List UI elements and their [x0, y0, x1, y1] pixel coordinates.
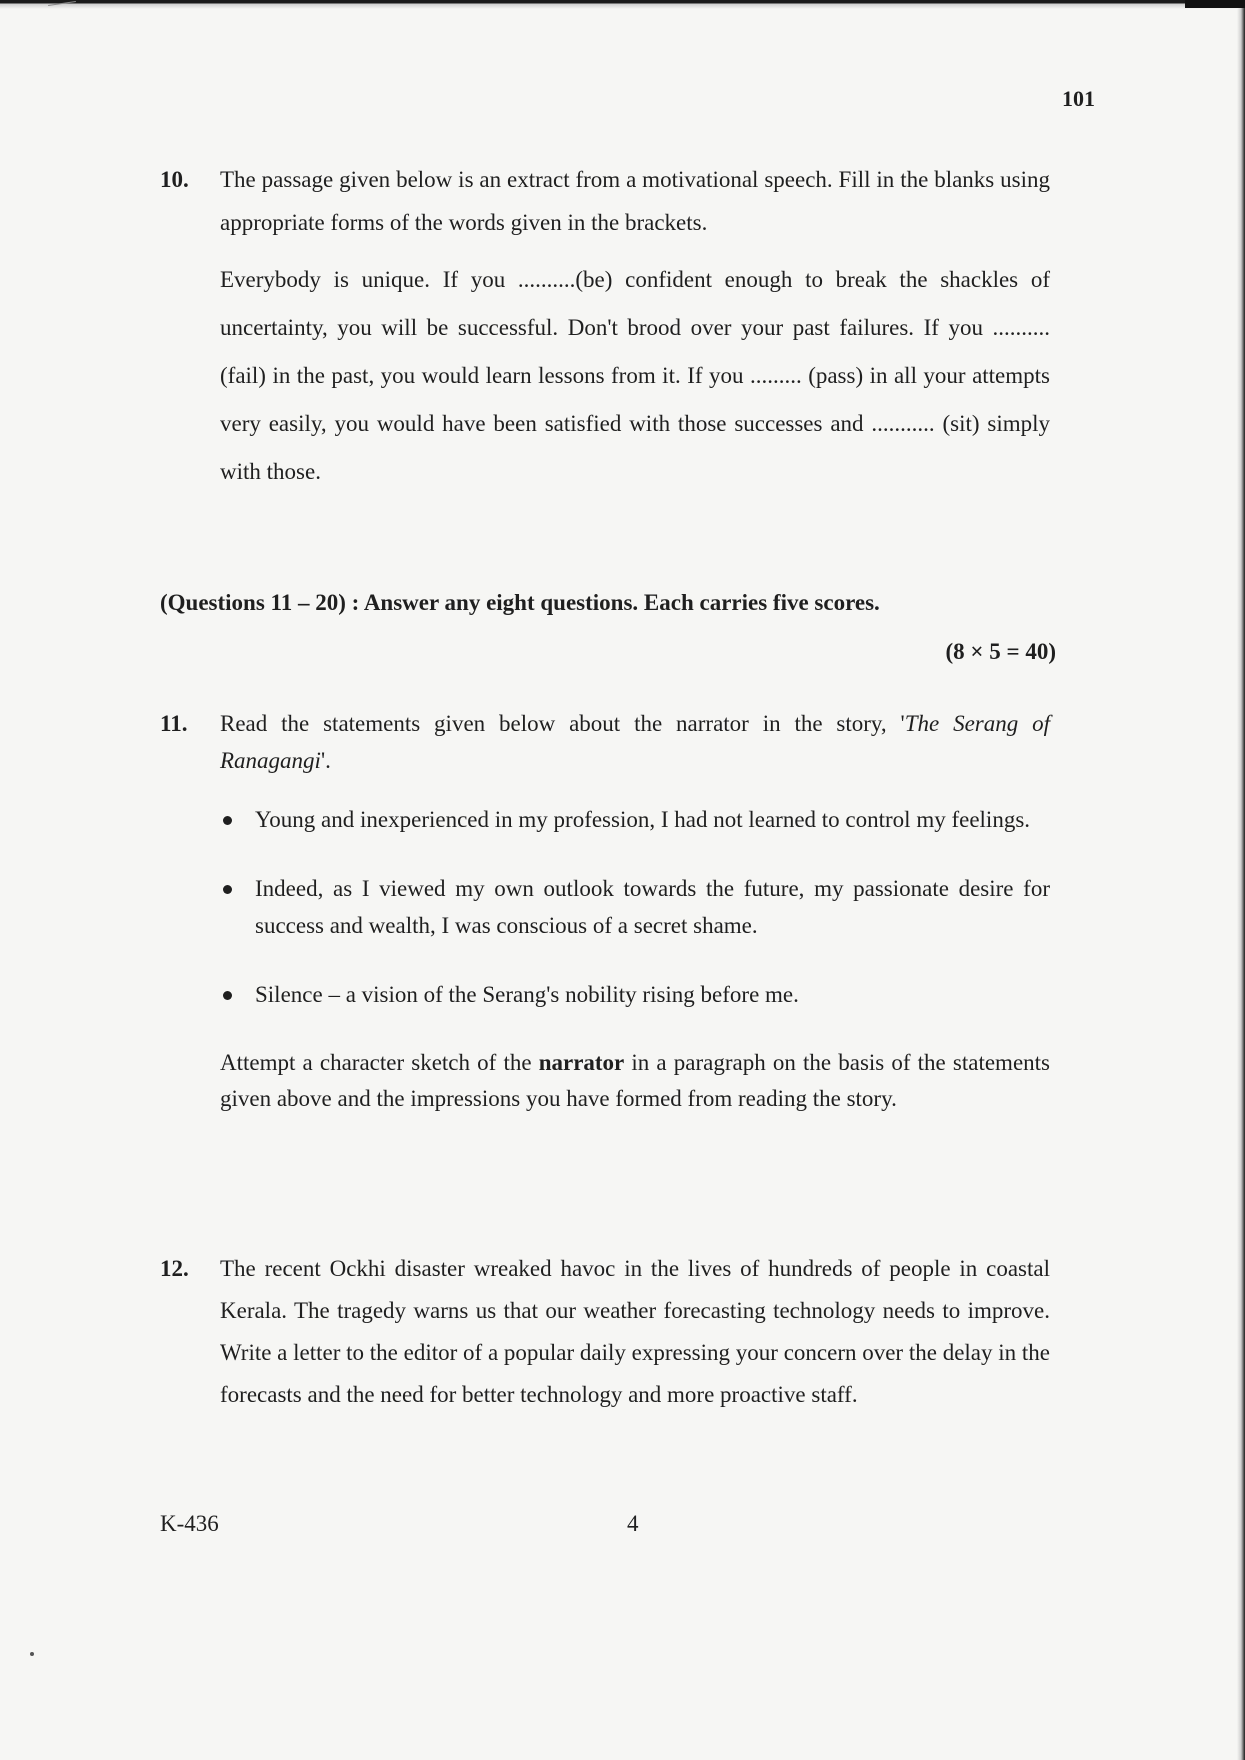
page-number: 4: [627, 1511, 639, 1536]
scan-corner-shadow: [1185, 0, 1245, 8]
question-number: 12.: [160, 1256, 189, 1281]
question-text: The recent Ockhi disaster wreaked havoc in the lives of hundreds of people in coastal Kerala. The tragedy warns us that our weather forecasting technology needs to improve. Write a letter to the editor of a popular daily expressing your concern over the delay in the forecasts and the need for better technology and more proactive staff.: [220, 1256, 1050, 1407]
question-stem: The passage given below is an extract from a motivational speech. Fill in the blanks using appropriate forms of the words given in the brackets.: [220, 167, 1050, 235]
question-12: [160, 1248, 1050, 1416]
bullet-icon: [223, 816, 232, 825]
question-11: [160, 705, 1050, 1117]
story-title: The Serang of Ranagangi: [220, 711, 1050, 773]
question-number: 10.: [160, 167, 189, 192]
task-suffix: in a paragraph on the basis of the statements given above and the impressions you have formed from reading the story.: [220, 1050, 1050, 1111]
list-item: [255, 870, 1050, 944]
task-prefix: Attempt a character sketch of the: [220, 1050, 539, 1075]
section-heading: [160, 578, 1056, 664]
scan-speck: [30, 1652, 34, 1656]
question-stem: [220, 705, 1050, 779]
question-10: [160, 158, 1050, 496]
paper-code: K-436: [160, 1511, 219, 1536]
question-body: [220, 158, 1050, 496]
stem-prefix: Read the statements given below about the narrator in the story, ': [220, 711, 905, 736]
bullet-icon: [223, 885, 232, 894]
question-body: [220, 705, 1050, 1117]
section-marks: (8 × 5 = 40): [945, 639, 1056, 664]
statement-list: [220, 801, 1050, 1013]
task-bold: narrator: [538, 1050, 625, 1075]
stem-suffix: '.: [320, 748, 331, 773]
question-task: [220, 1045, 1050, 1117]
bullet-icon: [223, 991, 232, 1000]
statement-text: Young and inexperienced in my profession, I had not learned to control my feelings.: [255, 807, 1031, 832]
scan-mark: [48, 1, 76, 6]
statement-text: Indeed, as I viewed my own outlook towards the future, my passionate desire for success and wealth, I was conscious of a secret shame.: [255, 876, 1050, 938]
scan-right-edge: [1237, 0, 1245, 1760]
page-number-top: 101: [1062, 86, 1095, 111]
question-body: [220, 1248, 1050, 1416]
statement-text: Silence – a vision of the Serang's nobility rising before me.: [255, 982, 799, 1007]
scan-top-edge: [0, 0, 1245, 10]
list-item: [255, 976, 1050, 1013]
list-item: [255, 801, 1050, 838]
fill-in-passage: Everybody is unique. If you ..........(be) confident enough to break the shackles of uncertainty, you will be successful. Don't brood over your past failures. If you .......... (fail) in the past, you would learn lessons from it. If you ......... (pass) in all your attempts very easily, you would have been satisfied with those successes and ........... (sit) simply with those.: [220, 267, 1050, 484]
section-instructions: (Questions 11 – 20) : Answer any eight questions. Each carries five scores.: [160, 590, 880, 615]
question-number: 11.: [160, 711, 188, 736]
